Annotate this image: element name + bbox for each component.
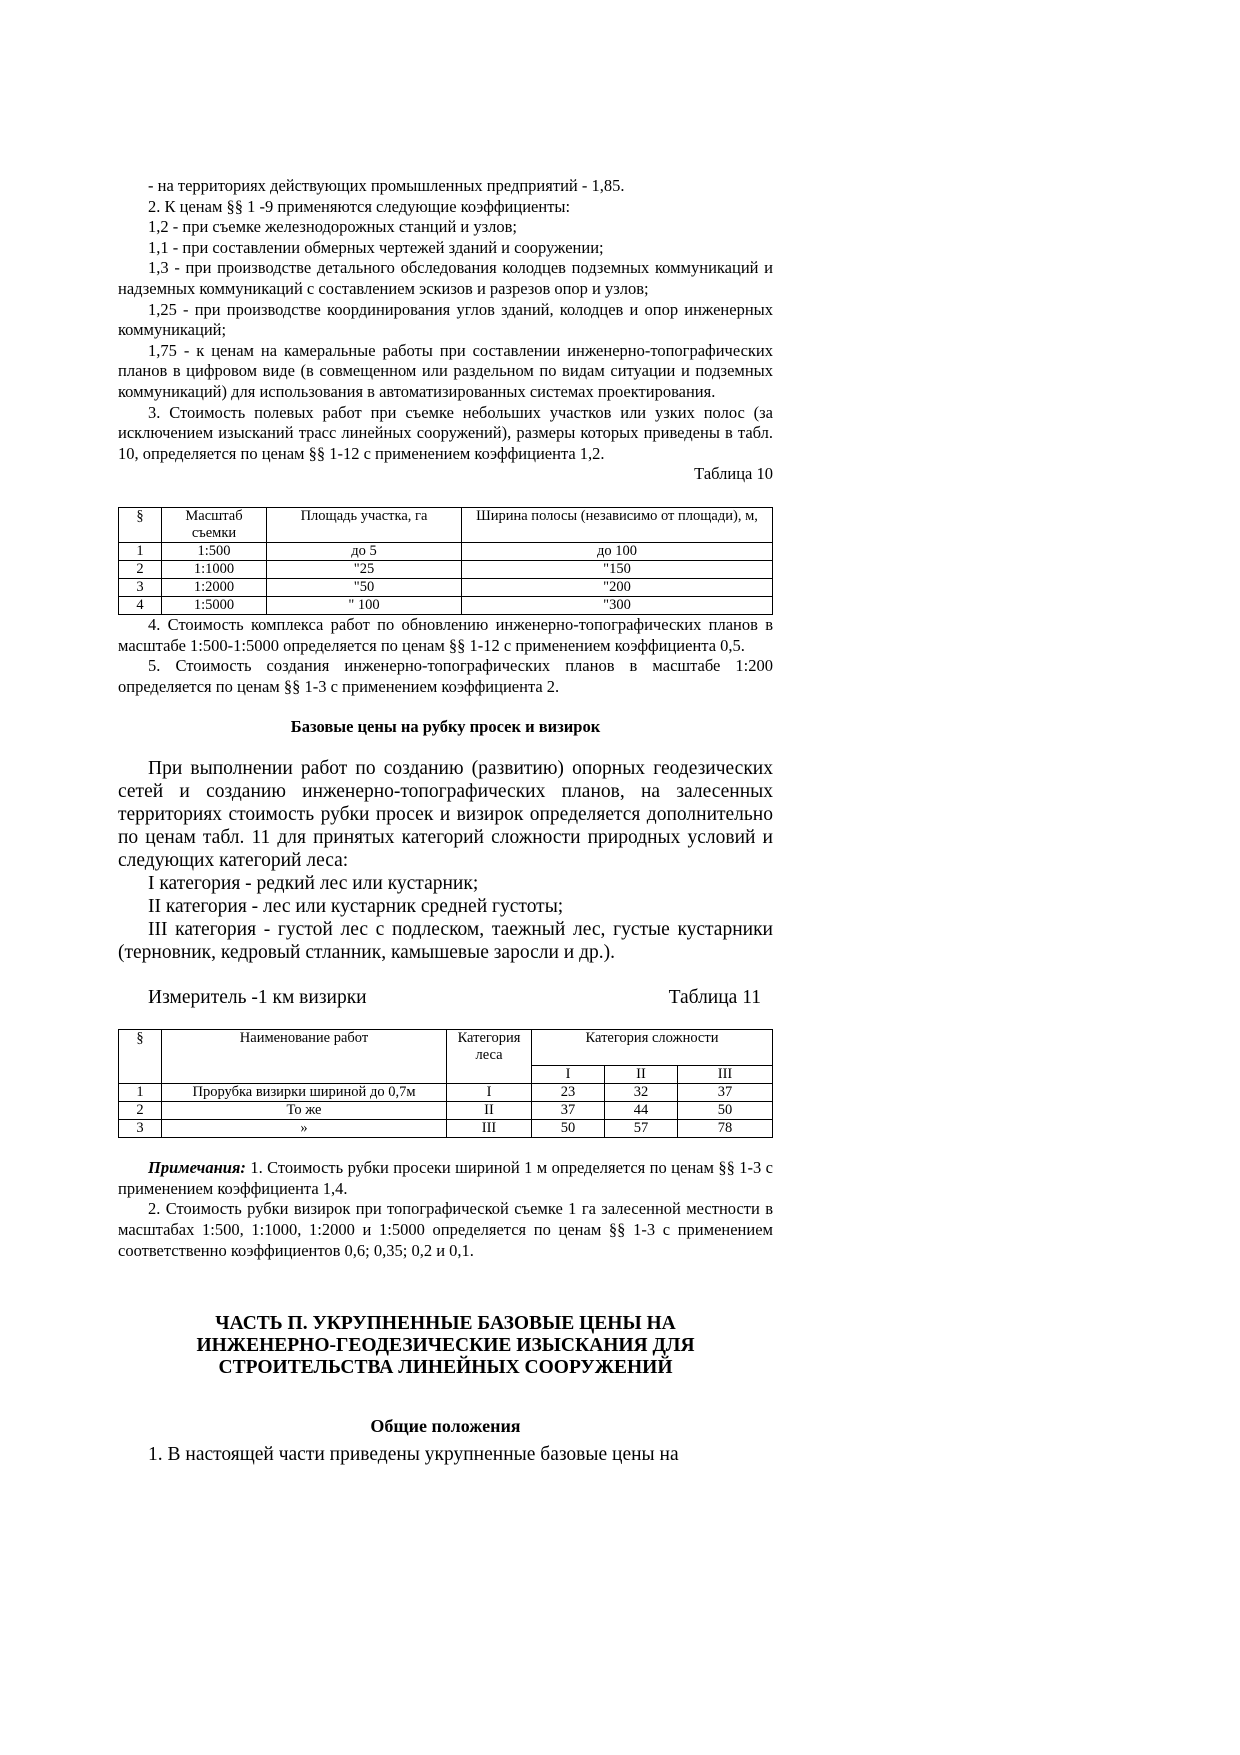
section-title: Базовые цены на рубку просек и визирок [290, 717, 601, 737]
table-header-row [119, 1030, 773, 1066]
table-cell: II [447, 1102, 532, 1120]
table-cell: 32 [605, 1084, 678, 1102]
table-cell: 44 [605, 1102, 678, 1120]
table-row [119, 1084, 773, 1102]
table-cell: 23 [532, 1084, 605, 1102]
table-cell: 1:1000 [162, 560, 267, 578]
table-cell: 37 [678, 1084, 773, 1102]
paragraph: 1,25 - при производстве координирования углов зданий, колодцев и опор инженерных коммуникаций; [118, 299, 773, 340]
table-cell: I [447, 1084, 532, 1102]
table11-label: Таблица 11 [668, 987, 761, 1009]
table-cell: 50 [678, 1102, 773, 1120]
paragraph: - на территориях действующих промышленных предприятий - 1,85. [148, 176, 625, 195]
table-cell: "150 [462, 560, 773, 578]
table-header-cell: Наименование работ [162, 1030, 447, 1084]
notes-label: Примечания: [148, 1158, 246, 1178]
table-header-cell: Категория сложности [532, 1030, 773, 1066]
note-1 [118, 1158, 773, 1199]
paragraph: 4. Стоимость комплекса работ по обновлению инженерно-топографических планов в масштабе 1:500-1:5000 определяется по ценам §§ 1-12 с применением коэффициента 0,5. [118, 614, 773, 655]
table-cell: 1:5000 [162, 596, 267, 614]
table-header-cell: Категория леса [447, 1030, 532, 1084]
part-title: ЧАСТЬ П. УКРУПНЕННЫЕ БАЗОВЫЕ ЦЕНЫ НА ИНЖЕНЕРНО-ГЕОДЕЗИЧЕСКИЕ ИЗЫСКАНИЯ ДЛЯ СТРОИТЕЛЬСТВА ЛИНЕЙНЫХ СООРУЖЕНИЙ [196, 1313, 695, 1379]
paragraph: 1. В настоящей части приведены укрупненные базовые цены на [148, 1444, 679, 1466]
table-cell: "25 [267, 560, 462, 578]
table-header-cell: Площадь участка, га [267, 507, 462, 542]
table-cell: 4 [119, 596, 162, 614]
table-cell: "200 [462, 578, 773, 596]
paragraph: При выполнении работ по созданию (развитию) опорных геодезических сетей и созданию инженерно-топографических планов, на залесенных территориях стоимость рубки просек и визирок определяется дополнительно по ценам табл. 11 для принятых категорий сложности природных условий и следующих категорий леса: [118, 758, 773, 872]
table-11 [118, 1029, 773, 1138]
table-cell: 1 [119, 542, 162, 560]
table-cell: 3 [119, 578, 162, 596]
table-cell: 37 [532, 1102, 605, 1120]
table-cell: То же [162, 1102, 447, 1120]
table-row [119, 1120, 773, 1138]
table-row [119, 542, 773, 560]
paragraph: I категория - редкий лес или кустарник; [148, 873, 479, 895]
table11-caption-row [118, 986, 773, 1009]
table-header-cell: III [678, 1066, 773, 1084]
paragraph: 1,1 - при составлении обмерных чертежей зданий и сооружении; [148, 237, 604, 257]
table-10 [118, 507, 773, 615]
table-cell: Прорубка визирки шириной до 0,7м [162, 1084, 447, 1102]
note-2: 2. Стоимость рубки визирок при топографической съемке 1 га залесенной местности в масштабах 1:500, 1:1000, 1:2000 и 1:5000 определяется по ценам §§ 1-3 с применением соответственно коэффициентов 0,6; 0,35; 0,2 и 0,1. [118, 1199, 773, 1260]
paragraph: 3. Стоимость полевых работ при съемке небольших участков или узких полос (за исключением изысканий трасс линейных сооружений), размеры которых приведены в табл. 10, определяется по ценам §§ 1-12 с применением коэффициента 1,2. [118, 402, 773, 463]
document-page [118, 176, 773, 1466]
note-1-text: 1. Стоимость рубки просеки шириной 1 м определяется по ценам §§ 1-3 с применением коэффициента 1,4. [118, 1158, 773, 1198]
table-header-cell: Ширина полосы (независимо от площади), м, [462, 507, 773, 542]
table-row [119, 578, 773, 596]
table-cell: 3 [119, 1120, 162, 1138]
general-title: Общие положения [370, 1416, 521, 1437]
table-cell: 57 [605, 1120, 678, 1138]
paragraph: 1,75 - к ценам на камеральные работы при составлении инженерно-топографических планов в цифровом виде (в совмещенном или раздельном по видам ситуации и подземных коммуникаций) для использования в автоматизированных системах проектирования. [118, 340, 773, 401]
table-cell: до 100 [462, 542, 773, 560]
table-header-cell: § [119, 507, 162, 542]
table-header-row [119, 507, 773, 542]
paragraph: 2. К ценам §§ 1 -9 применяются следующие коэффициенты: [148, 196, 571, 216]
table10-label: Таблица 10 [694, 464, 773, 484]
table-cell: III [447, 1120, 532, 1138]
table-cell: 78 [678, 1120, 773, 1138]
table11-meter: Измеритель -1 км визирки [148, 987, 367, 1009]
table-cell: 50 [532, 1120, 605, 1138]
table-cell: до 5 [267, 542, 462, 560]
table-header-cell: § [119, 1030, 162, 1084]
paragraph: III категория - густой лес с подлеском, таежный лес, густые кустарники (терновник, кедровый стланник, камышевые заросли и др.). [118, 919, 773, 964]
table-cell: 2 [119, 1102, 162, 1120]
table-row [119, 1102, 773, 1120]
paragraph: II категория - лес или кустарник средней густоты; [148, 896, 564, 918]
table-header-cell: Масштаб съемки [162, 507, 267, 542]
table-cell: 1:500 [162, 542, 267, 560]
table-cell: » [162, 1120, 447, 1138]
table-row [119, 560, 773, 578]
table-cell: "300 [462, 596, 773, 614]
table-cell: 2 [119, 560, 162, 578]
table-row [119, 596, 773, 614]
paragraph: 1,2 - при съемке железнодорожных станций и узлов; [148, 217, 517, 237]
table-cell: 1:2000 [162, 578, 267, 596]
paragraph: 1,3 - при производстве детального обследования колодцев подземных коммуникаций и надземных коммуникаций с составлением эскизов и разрезов опор и узлов; [118, 258, 773, 298]
table-header-cell: II [605, 1066, 678, 1084]
table-cell: "50 [267, 578, 462, 596]
table-header-cell: I [532, 1066, 605, 1084]
table-cell: " 100 [267, 596, 462, 614]
paragraph: 5. Стоимость создания инженерно-топографических планов в масштабе 1:200 определяется по ценам §§ 1-3 с применением коэффициента 2. [118, 656, 773, 696]
table-cell: 1 [119, 1084, 162, 1102]
